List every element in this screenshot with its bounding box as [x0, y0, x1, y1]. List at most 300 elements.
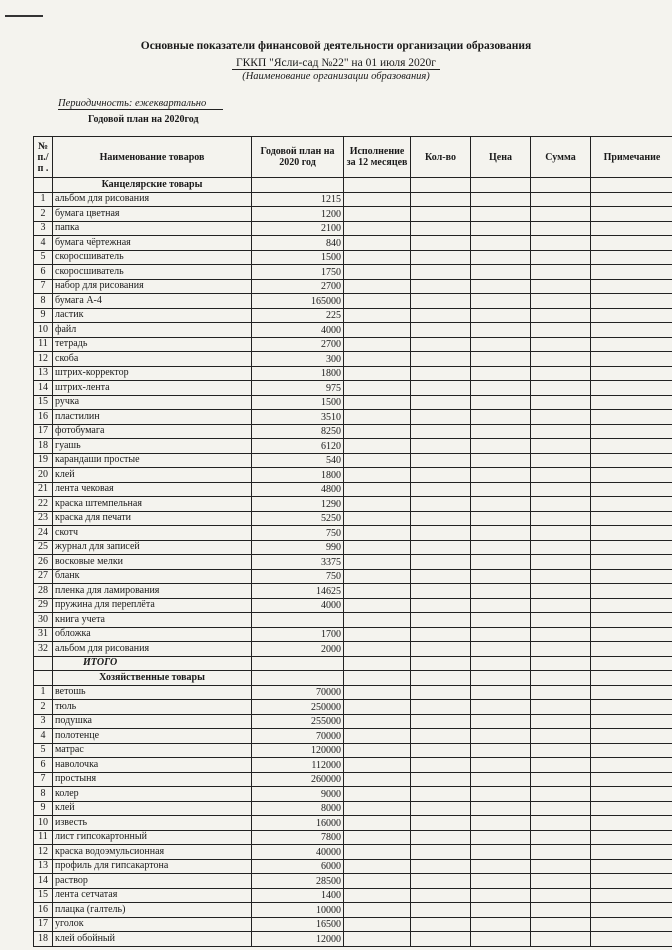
- empty-cell: [411, 642, 471, 657]
- empty-cell: [531, 323, 591, 338]
- empty-cell: [411, 352, 471, 367]
- table-row: [34, 642, 672, 657]
- row-number: 22: [34, 497, 53, 512]
- empty-cell: [471, 845, 531, 860]
- execution-cell: [344, 511, 411, 526]
- execution-cell: [344, 613, 411, 628]
- empty-cell: [471, 743, 531, 758]
- empty-cell: [471, 352, 531, 367]
- execution-cell: [344, 308, 411, 323]
- execution-cell: [344, 236, 411, 251]
- row-number: 24: [34, 526, 53, 541]
- plan-value: 2700: [252, 279, 344, 294]
- empty-cell: [411, 192, 471, 207]
- empty-cell: [531, 932, 591, 947]
- item-name: ластик: [53, 308, 252, 323]
- empty-cell: [411, 903, 471, 918]
- row-number: 14: [34, 874, 53, 889]
- item-name: карандаши простые: [53, 453, 252, 468]
- table-row: [34, 903, 672, 918]
- execution-cell: [344, 337, 411, 352]
- empty-cell: [591, 569, 672, 584]
- empty-cell: [471, 221, 531, 236]
- empty-cell: [531, 439, 591, 454]
- empty-cell: [591, 555, 672, 570]
- row-number: 13: [34, 366, 53, 381]
- empty-cell: [531, 874, 591, 889]
- empty-cell: [471, 700, 531, 715]
- execution-cell: [344, 555, 411, 570]
- empty-cell: [471, 207, 531, 222]
- empty-cell: [591, 627, 672, 642]
- empty-cell: [411, 584, 471, 599]
- table-row: [34, 482, 672, 497]
- row-number: 8: [34, 294, 53, 309]
- empty-cell: [411, 178, 471, 193]
- row-number: 1: [34, 685, 53, 700]
- empty-cell: [411, 424, 471, 439]
- execution-cell: [344, 265, 411, 280]
- row-number: 12: [34, 352, 53, 367]
- empty-cell: [531, 917, 591, 932]
- empty-cell: [471, 265, 531, 280]
- item-name: обложка: [53, 627, 252, 642]
- empty-cell: [471, 714, 531, 729]
- table-row: [34, 366, 672, 381]
- empty-cell: [531, 830, 591, 845]
- empty-cell: [471, 685, 531, 700]
- table-row: [34, 410, 672, 425]
- empty-cell: [531, 801, 591, 816]
- column-header: Исполнение за 12 месяцев: [344, 137, 411, 178]
- table-row: [34, 207, 672, 222]
- empty-cell: [411, 526, 471, 541]
- empty-cell: [591, 874, 672, 889]
- empty-cell: [471, 816, 531, 831]
- empty-cell: [591, 700, 672, 715]
- plan-value: 40000: [252, 845, 344, 860]
- plan-value: 225: [252, 308, 344, 323]
- empty-cell: [531, 279, 591, 294]
- table-row: [34, 294, 672, 309]
- empty-cell: [591, 903, 672, 918]
- plan-value: 4000: [252, 598, 344, 613]
- plan-value: 4800: [252, 482, 344, 497]
- column-header: Примечание: [591, 137, 672, 178]
- row-number: 28: [34, 584, 53, 599]
- empty-cell: [471, 917, 531, 932]
- plan-value: 3510: [252, 410, 344, 425]
- item-name: книга учета: [53, 613, 252, 628]
- empty-cell: [531, 642, 591, 657]
- empty-cell: [531, 395, 591, 410]
- empty-cell: [591, 410, 672, 425]
- empty-cell: [531, 859, 591, 874]
- row-number: 27: [34, 569, 53, 584]
- row-number: 26: [34, 555, 53, 570]
- empty-cell: [411, 511, 471, 526]
- empty-cell: [411, 917, 471, 932]
- table-row: [34, 468, 672, 483]
- empty-cell: [531, 540, 591, 555]
- empty-cell: [411, 743, 471, 758]
- empty-cell: [411, 729, 471, 744]
- empty-cell: [531, 584, 591, 599]
- execution-cell: [344, 381, 411, 396]
- row-number: 16: [34, 410, 53, 425]
- plan-value: 975: [252, 381, 344, 396]
- item-name: восковые мелки: [53, 555, 252, 570]
- empty-cell: [591, 294, 672, 309]
- table-row: [34, 685, 672, 700]
- empty-cell: [471, 671, 531, 686]
- execution-cell: [344, 787, 411, 802]
- empty-cell: [591, 439, 672, 454]
- plan-value: 750: [252, 569, 344, 584]
- empty-cell: [471, 569, 531, 584]
- empty-cell: [411, 656, 471, 671]
- column-header: Сумма: [531, 137, 591, 178]
- empty-cell: [591, 801, 672, 816]
- table-row: [34, 555, 672, 570]
- execution-cell: [344, 845, 411, 860]
- empty-cell: [411, 816, 471, 831]
- empty-cell: [591, 729, 672, 744]
- empty-cell: [411, 874, 471, 889]
- table-row: [34, 845, 672, 860]
- empty-cell: [531, 236, 591, 251]
- organization-line: [0, 57, 672, 69]
- empty-cell: [591, 714, 672, 729]
- empty-cell: [591, 540, 672, 555]
- empty-cell: [411, 845, 471, 860]
- row-number: 30: [34, 613, 53, 628]
- table-row: [34, 772, 672, 787]
- execution-cell: [344, 627, 411, 642]
- execution-cell: [344, 424, 411, 439]
- empty-cell: [591, 236, 672, 251]
- plan-value: 260000: [252, 772, 344, 787]
- empty-cell: [471, 381, 531, 396]
- execution-cell: [344, 366, 411, 381]
- row-number: 10: [34, 323, 53, 338]
- empty-cell: [531, 366, 591, 381]
- plan-value: 70000: [252, 729, 344, 744]
- column-header: Кол-во: [411, 137, 471, 178]
- row-number: 7: [34, 772, 53, 787]
- empty-cell: [531, 221, 591, 236]
- item-name: профиль для гипсакартона: [53, 859, 252, 874]
- document-title: Основные показатели финансовой деятельности организации образования: [140, 40, 532, 52]
- execution-cell: [344, 743, 411, 758]
- empty-cell: [591, 178, 672, 193]
- empty-cell: [471, 468, 531, 483]
- empty-cell: [471, 439, 531, 454]
- table-row: [34, 192, 672, 207]
- item-name: бумага цветная: [53, 207, 252, 222]
- empty-cell: [591, 395, 672, 410]
- item-name: лента чековая: [53, 482, 252, 497]
- empty-cell: [531, 207, 591, 222]
- table-row: [34, 714, 672, 729]
- empty-cell: [252, 656, 344, 671]
- table-row: [34, 265, 672, 280]
- empty-cell: [591, 859, 672, 874]
- empty-cell: [591, 250, 672, 265]
- table-row: [34, 801, 672, 816]
- item-name: бланк: [53, 569, 252, 584]
- item-name: колер: [53, 787, 252, 802]
- item-name: клей: [53, 468, 252, 483]
- table-row: [34, 787, 672, 802]
- section-title: Канцелярские товары: [53, 178, 252, 193]
- execution-cell: [344, 569, 411, 584]
- row-number: 14: [34, 381, 53, 396]
- empty-cell: [531, 656, 591, 671]
- margin-mark: [5, 15, 43, 17]
- empty-cell: [471, 642, 531, 657]
- plan-value: 1750: [252, 265, 344, 280]
- empty-cell: [411, 627, 471, 642]
- empty-cell: [411, 294, 471, 309]
- total-row: [34, 656, 672, 671]
- total-label: ИТОГО: [53, 656, 252, 671]
- empty-cell: [591, 772, 672, 787]
- empty-cell: [411, 497, 471, 512]
- section-title: Хозяйственные товары: [53, 671, 252, 686]
- empty-cell: [531, 337, 591, 352]
- plan-value: 300: [252, 352, 344, 367]
- empty-cell: [531, 714, 591, 729]
- empty-cell: [471, 410, 531, 425]
- row-number: 19: [34, 453, 53, 468]
- execution-cell: [344, 526, 411, 541]
- plan-value: 165000: [252, 294, 344, 309]
- empty-cell: [591, 279, 672, 294]
- column-header: Годовой план на 2020 год: [252, 137, 344, 178]
- empty-cell: [471, 830, 531, 845]
- empty-cell: [471, 250, 531, 265]
- plan-value: 14625: [252, 584, 344, 599]
- empty-cell: [591, 192, 672, 207]
- plan-value: 28500: [252, 874, 344, 889]
- execution-cell: [344, 323, 411, 338]
- empty-cell: [591, 671, 672, 686]
- empty-cell: [471, 497, 531, 512]
- empty-cell: [531, 178, 591, 193]
- empty-cell: [531, 743, 591, 758]
- table-row: [34, 395, 672, 410]
- execution-cell: [344, 192, 411, 207]
- empty-cell: [411, 250, 471, 265]
- item-name: плацка (галтель): [53, 903, 252, 918]
- plan-value: 1215: [252, 192, 344, 207]
- table-row: [34, 221, 672, 236]
- empty-cell: [471, 888, 531, 903]
- empty-cell: [471, 772, 531, 787]
- row-number: 2: [34, 700, 53, 715]
- empty-cell: [471, 801, 531, 816]
- plan-value: 1800: [252, 468, 344, 483]
- empty-cell: [471, 236, 531, 251]
- empty-cell: [591, 917, 672, 932]
- table-row: [34, 859, 672, 874]
- empty-cell: [531, 192, 591, 207]
- empty-cell: [471, 337, 531, 352]
- table-row: [34, 308, 672, 323]
- empty-cell: [591, 221, 672, 236]
- plan-value: 8000: [252, 801, 344, 816]
- empty-cell: [411, 758, 471, 773]
- empty-cell: [411, 932, 471, 947]
- plan-value: 16000: [252, 816, 344, 831]
- empty-cell: [531, 845, 591, 860]
- execution-cell: [344, 584, 411, 599]
- table-row: [34, 497, 672, 512]
- table-row: [34, 729, 672, 744]
- execution-cell: [344, 453, 411, 468]
- empty-cell: [411, 265, 471, 280]
- item-name: бумага чёртежная: [53, 236, 252, 251]
- item-name: полотенце: [53, 729, 252, 744]
- empty-cell: [252, 671, 344, 686]
- plan-value: 10000: [252, 903, 344, 918]
- empty-cell: [411, 439, 471, 454]
- empty-cell: [411, 236, 471, 251]
- plan-value: 1500: [252, 395, 344, 410]
- plan-value: 1700: [252, 627, 344, 642]
- empty-cell: [531, 294, 591, 309]
- empty-cell: [531, 569, 591, 584]
- empty-cell: [411, 830, 471, 845]
- empty-cell: [411, 598, 471, 613]
- item-name: пленка для ламирования: [53, 584, 252, 599]
- empty-cell: [471, 729, 531, 744]
- empty-cell: [252, 178, 344, 193]
- item-name: гуашь: [53, 439, 252, 454]
- empty-cell: [471, 613, 531, 628]
- empty-cell: [411, 482, 471, 497]
- execution-cell: [344, 352, 411, 367]
- plan-value: 1800: [252, 366, 344, 381]
- empty-cell: [531, 888, 591, 903]
- empty-cell: [471, 758, 531, 773]
- empty-cell: [344, 656, 411, 671]
- empty-cell: [471, 656, 531, 671]
- table-row: [34, 700, 672, 715]
- item-name: простыня: [53, 772, 252, 787]
- execution-cell: [344, 859, 411, 874]
- column-header: Цена: [471, 137, 531, 178]
- execution-cell: [344, 917, 411, 932]
- execution-cell: [344, 903, 411, 918]
- row-number: 20: [34, 468, 53, 483]
- plan-value: 2100: [252, 221, 344, 236]
- empty-cell: [531, 308, 591, 323]
- item-name: скотч: [53, 526, 252, 541]
- empty-cell: [531, 671, 591, 686]
- empty-cell: [591, 207, 672, 222]
- execution-cell: [344, 642, 411, 657]
- table-row: [34, 830, 672, 845]
- empty-cell: [411, 337, 471, 352]
- item-name: уголок: [53, 917, 252, 932]
- empty-cell: [591, 352, 672, 367]
- item-name: краска водоэмульсионная: [53, 845, 252, 860]
- row-number: 3: [34, 221, 53, 236]
- empty-cell: [531, 250, 591, 265]
- empty-cell: [411, 540, 471, 555]
- execution-cell: [344, 729, 411, 744]
- item-name: набор для рисования: [53, 279, 252, 294]
- row-number: 23: [34, 511, 53, 526]
- empty-cell: [531, 482, 591, 497]
- plan-value: 8250: [252, 424, 344, 439]
- empty-cell: [591, 932, 672, 947]
- execution-cell: [344, 758, 411, 773]
- periodicity: Периодичность: ежеквартально: [58, 98, 223, 110]
- empty-cell: [591, 497, 672, 512]
- empty-cell: [411, 366, 471, 381]
- table-row: [34, 874, 672, 889]
- execution-cell: [344, 888, 411, 903]
- empty-cell: [591, 511, 672, 526]
- execution-cell: [344, 598, 411, 613]
- table-row: [34, 279, 672, 294]
- empty-cell: [591, 642, 672, 657]
- row-number: 5: [34, 250, 53, 265]
- execution-cell: [344, 685, 411, 700]
- row-number: 11: [34, 337, 53, 352]
- empty-cell: [471, 598, 531, 613]
- empty-cell: [531, 453, 591, 468]
- empty-cell: [411, 381, 471, 396]
- empty-cell: [531, 468, 591, 483]
- empty-cell: [471, 424, 531, 439]
- plan-value: 540: [252, 453, 344, 468]
- execution-cell: [344, 468, 411, 483]
- plan-value: 2000: [252, 642, 344, 657]
- empty-cell: [531, 816, 591, 831]
- empty-cell: [531, 903, 591, 918]
- item-name: тетрадь: [53, 337, 252, 352]
- empty-cell: [591, 381, 672, 396]
- row-number: 10: [34, 816, 53, 831]
- table-row: [34, 743, 672, 758]
- row-number: 5: [34, 743, 53, 758]
- empty-cell: [531, 526, 591, 541]
- empty-cell: [531, 598, 591, 613]
- empty-cell: [471, 874, 531, 889]
- plan-value: 1400: [252, 888, 344, 903]
- empty-cell: [471, 932, 531, 947]
- empty-cell: [591, 787, 672, 802]
- empty-cell: [591, 830, 672, 845]
- plan-value: 6120: [252, 439, 344, 454]
- empty-cell: [591, 598, 672, 613]
- organization-name: ГККП "Ясли-сад №22" на 01 июля 2020г: [232, 57, 440, 70]
- empty-cell: [591, 888, 672, 903]
- plan-value: 7800: [252, 830, 344, 845]
- table-row: [34, 540, 672, 555]
- execution-cell: [344, 207, 411, 222]
- plan-value: 250000: [252, 700, 344, 715]
- plan-value: 12000: [252, 932, 344, 947]
- empty-cell: [471, 366, 531, 381]
- table-row: [34, 888, 672, 903]
- empty-cell: [411, 772, 471, 787]
- execution-cell: [344, 932, 411, 947]
